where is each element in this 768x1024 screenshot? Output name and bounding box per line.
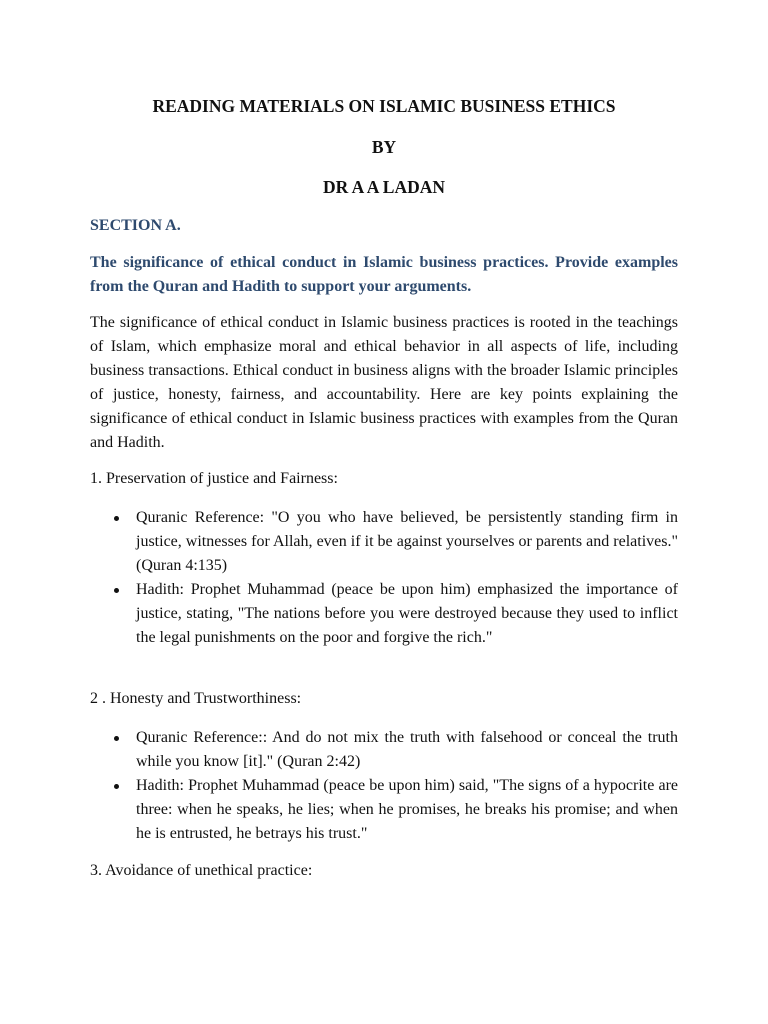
point-heading-justice: 1. Preservation of justice and Fairness: (90, 470, 338, 487)
list-item-text: Hadith: Prophet Muhammad (peace be upon him) said, "The signs of a hypocrite are three: when he speaks, he lies; when he promises, he breaks his promise; and when he is entrusted, he betrays his trust." (136, 777, 678, 842)
bullet-list-honesty (112, 726, 678, 846)
list-item-text: Quranic Reference: "O you who have believed, be persistently standing firm in justice, witnesses for Allah, even if it be against yourselves or parents and relatives." (Quran 4:135) (136, 509, 678, 574)
document-title: READING MATERIALS ON ISLAMIC BUSINESS ETHICS (152, 96, 616, 116)
question-text: The significance of ethical conduct in Islamic business practices. Provide examples from the Quran and Hadith to support your arguments. (90, 254, 678, 295)
list-item-text: Quranic Reference:: And do not mix the truth with falsehood or conceal the truth while you know [it]." (Quran 2:42) (136, 729, 678, 770)
bullet-icon (114, 736, 119, 741)
bullet-list-justice (112, 506, 678, 650)
intro-paragraph: The significance of ethical conduct in Islamic business practices is rooted in the teachings of Islam, which emphasize moral and ethical behavior in all aspects of life, including business transactions. Ethical conduct in business aligns with the broader Islamic principles of justice, honesty, fairness, and accountability. Here are key points explaining the significance of ethical conduct in Islamic business practices with examples from the Quran and Hadith. (90, 314, 678, 451)
list-item (112, 774, 678, 846)
bullet-icon (114, 516, 119, 521)
list-item (112, 506, 678, 578)
byline-label: BY (371, 137, 397, 157)
list-item (112, 578, 678, 650)
bullet-icon (114, 588, 119, 593)
point-heading-unethical: 3. Avoidance of unethical practice: (90, 862, 313, 879)
point-heading-honesty: 2 . Honesty and Trustworthiness: (90, 690, 302, 707)
author-name: DR A A LADAN (322, 177, 446, 197)
list-item (112, 726, 678, 774)
bullet-icon (114, 784, 119, 789)
list-item-text: Hadith: Prophet Muhammad (peace be upon him) emphasized the importance of justice, stating, "The nations before you were destroyed because they used to inflict the legal punishments on the poor and forgive the rich." (136, 581, 678, 646)
section-heading: SECTION A. (90, 217, 181, 234)
